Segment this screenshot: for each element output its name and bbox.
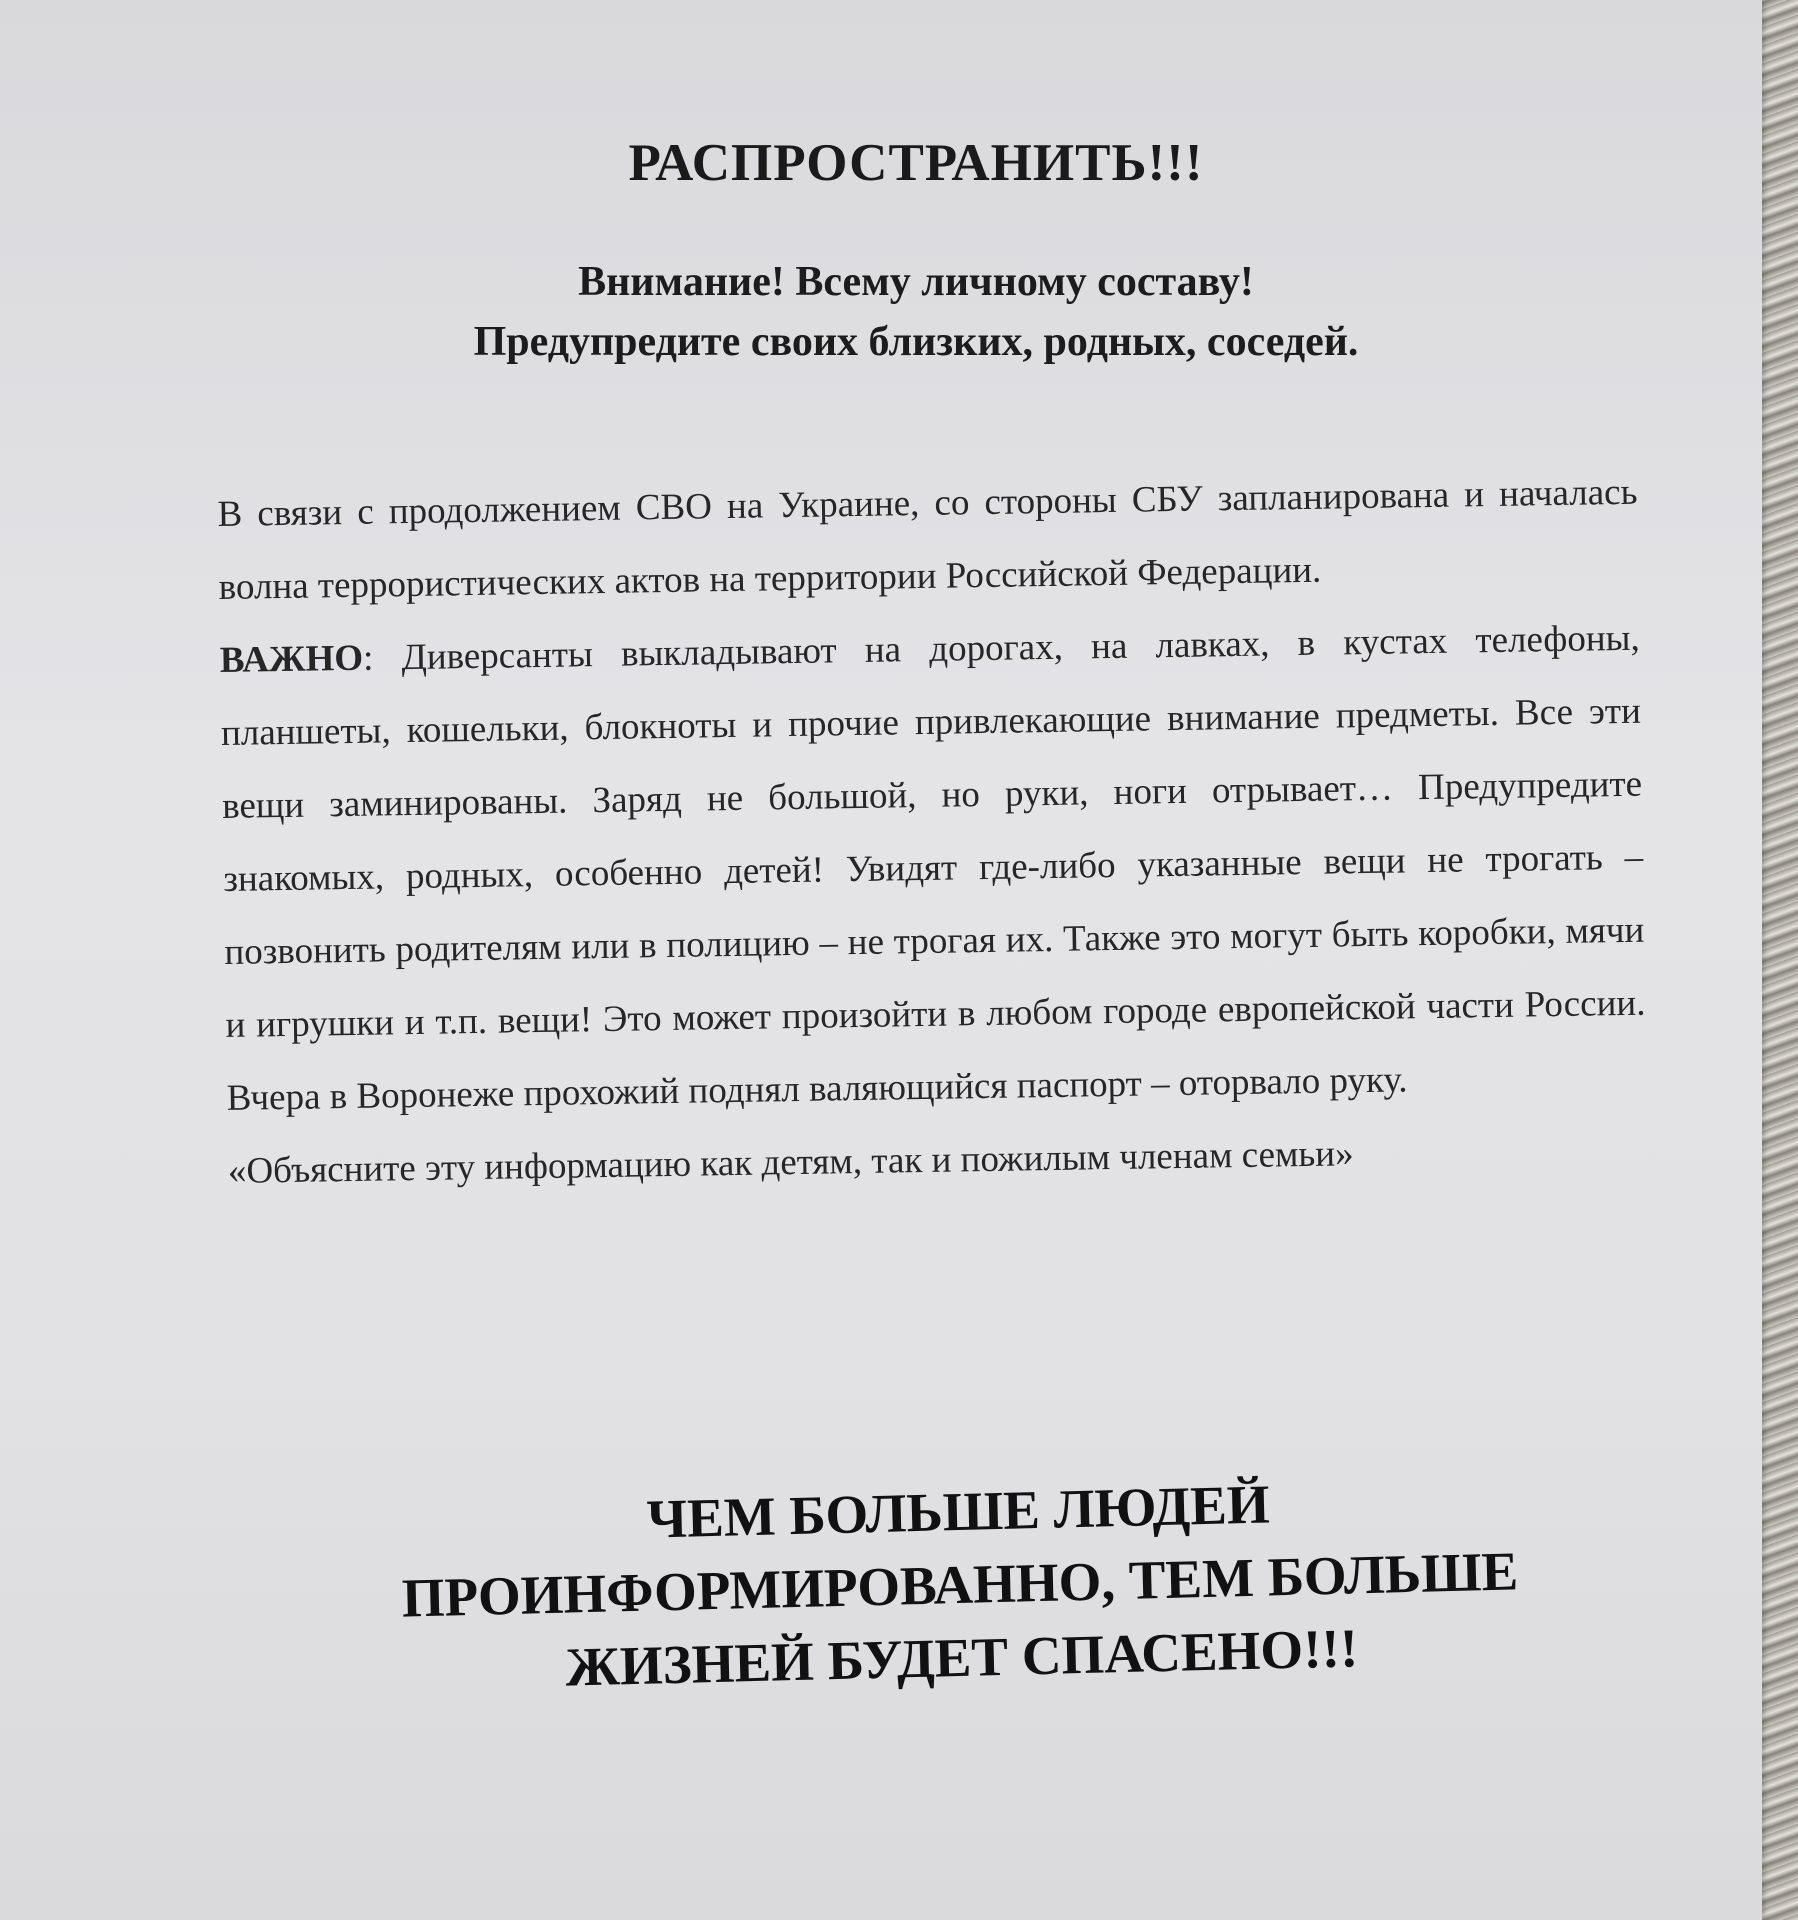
closing-line-2: ПРОИНФОРМИРОВАННО, ТЕМ БОЛЬШЕ (401, 1540, 1519, 1629)
document-subtitle (0, 252, 1798, 372)
body-paragraph-intro: В связи с продолжением СВО на Украине, со стороны СБУ запланирована и началась волна террористических актов на территории Российской Федерации. (217, 471, 1638, 608)
body-paragraph-important (219, 602, 1647, 1135)
document-title: РАСПРОСТРАНИТЬ!!! (628, 134, 1204, 192)
closing-line-1: ЧЕМ БОЛЬШЕ ЛЮДЕЙ (646, 1473, 1271, 1550)
document-body (217, 456, 1648, 1208)
closing-line-3: ЖИЗНЕЙ БУДЕТ СПАСЕНО!!! (564, 1617, 1359, 1698)
subtitle-line-1: Внимание! Всему личному составу! (578, 259, 1254, 305)
important-text: : Диверсанты выкладывают на дорогах, на лавках, в кустах телефоны, планшеты, кошельки, блокноты и прочие привлекающие внимание предметы. Все эти вещи заминированы. Заряд не большой, но руки, ноги отрывает… Предупредите знакомых, родных, особенно детей! Увидят где-либо указанные вещи не трогать – позвонить родителям или в полицию – не трогая их. Также это могут быть коробки, мячи и игрушки и т.п. вещи! Это может произойти в любом городе европейской части России. Вчера в Воронеже прохожий поднял валяющийся паспорт – оторвало руку. (220, 617, 1646, 1119)
subtitle-line-2: Предупредите своих близких, родных, соседей. (473, 319, 1359, 365)
important-label: ВАЖНО (219, 637, 364, 681)
closing-statement (158, 1455, 1763, 1713)
body-quote: «Объясните эту информацию как детям, так и пожилым членам семьи» (227, 1133, 1354, 1192)
